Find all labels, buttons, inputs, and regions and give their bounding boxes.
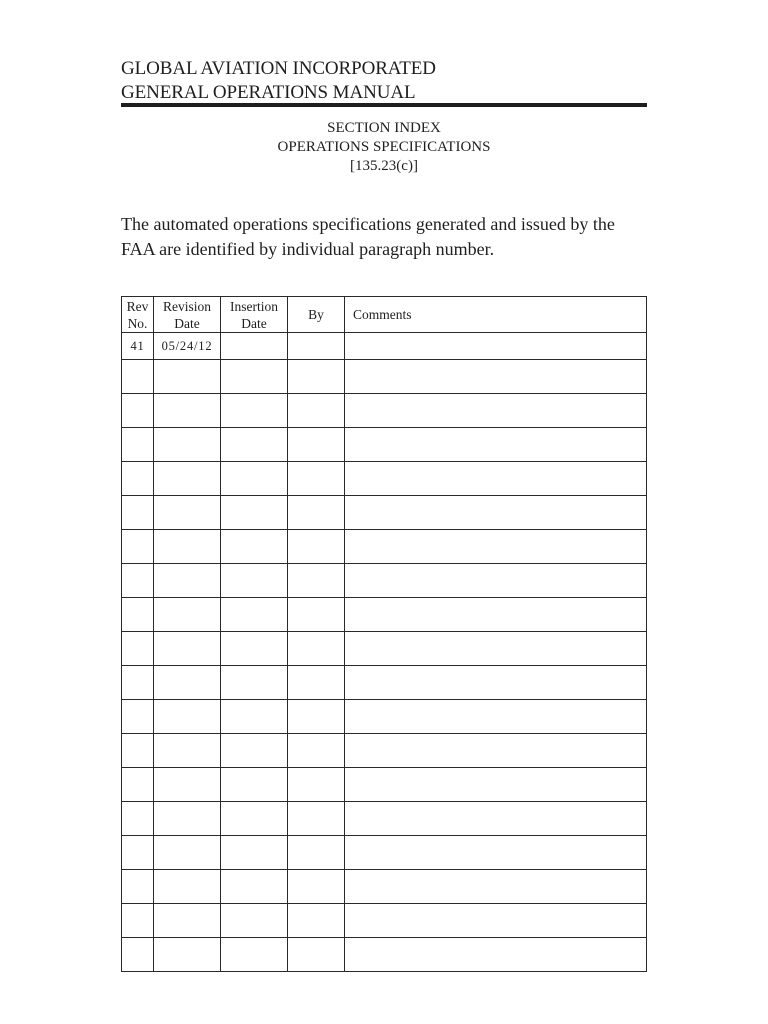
- cell-by: [288, 836, 345, 870]
- cell-comments: [345, 666, 647, 700]
- cell-revision-date: [154, 632, 221, 666]
- cell-by: [288, 938, 345, 972]
- header-rev-no-line1: Rev: [126, 298, 149, 314]
- cell-insertion-date: [221, 802, 288, 836]
- cell-by: [288, 360, 345, 394]
- table-row-blank: [122, 768, 647, 802]
- table-row-blank: [122, 462, 647, 496]
- cell-insertion-date: [221, 564, 288, 598]
- cell-rev-no: [122, 836, 154, 870]
- table-row-blank: [122, 938, 647, 972]
- revision-table: [121, 296, 647, 972]
- section-subtitle: OPERATIONS SPECIFICATIONS: [277, 139, 491, 155]
- table-row-blank: [122, 632, 647, 666]
- section-heading: [121, 119, 647, 176]
- cell-comments: [345, 768, 647, 802]
- cell-comments: [345, 904, 647, 938]
- cell-rev-no: [122, 496, 154, 530]
- cell-insertion-date: [221, 496, 288, 530]
- table-row-blank: [122, 428, 647, 462]
- header-rule: [121, 103, 647, 107]
- cell-insertion-date: [221, 734, 288, 768]
- cell-insertion-date: [221, 530, 288, 564]
- header-comments: [345, 297, 647, 333]
- cell-rev-no: [122, 734, 154, 768]
- cell-by: [288, 496, 345, 530]
- cell-comments: [345, 802, 647, 836]
- table-row-blank: [122, 394, 647, 428]
- cell-insertion-date: [221, 768, 288, 802]
- cell-by: [288, 394, 345, 428]
- table-row-blank: [122, 496, 647, 530]
- header-by: [288, 297, 345, 333]
- cell-rev-no: [122, 564, 154, 598]
- cell-comments: [345, 836, 647, 870]
- table-row-blank: [122, 904, 647, 938]
- cell-by: [288, 428, 345, 462]
- cell-by: [288, 666, 345, 700]
- cell-insertion-date: [221, 394, 288, 428]
- cell-rev-no: [122, 666, 154, 700]
- cell-revision-date: [154, 496, 221, 530]
- header-insertion-date-line2: Date: [241, 315, 267, 331]
- cell-insertion-date: [221, 938, 288, 972]
- section-title: SECTION INDEX: [327, 120, 441, 136]
- header-rev-no-line2: No.: [127, 315, 148, 331]
- cell-comments: [345, 564, 647, 598]
- cell-comments: [345, 700, 647, 734]
- cell-comments: [345, 632, 647, 666]
- cell-rev-no: [122, 632, 154, 666]
- cell-insertion-date: [221, 870, 288, 904]
- table-row-blank: [122, 870, 647, 904]
- cell-comments: [345, 938, 647, 972]
- cell-insertion-date: [221, 598, 288, 632]
- table-row-blank: [122, 666, 647, 700]
- cell-insertion-date: [221, 904, 288, 938]
- manual-title: GENERAL OPERATIONS MANUAL: [121, 82, 416, 103]
- cell-insertion-date: [221, 632, 288, 666]
- cell-comments: [345, 870, 647, 904]
- cell-revision-date: [154, 428, 221, 462]
- cell-revision-date: [154, 870, 221, 904]
- header-revision-date-line2: Date: [174, 315, 200, 331]
- cell-revision-date: [154, 836, 221, 870]
- cell-rev-no: [122, 360, 154, 394]
- cell-revision-date: [154, 598, 221, 632]
- revision-table-body: [122, 333, 647, 972]
- cell-by: [288, 333, 345, 360]
- header-by-label: By: [308, 307, 324, 322]
- cell-by: [288, 802, 345, 836]
- cell-comments: [345, 496, 647, 530]
- cell-comments: [345, 333, 647, 360]
- cell-revision-date: [154, 734, 221, 768]
- cell-comments: [345, 462, 647, 496]
- revision-table-header: [122, 297, 647, 333]
- cell-revision-date: [154, 394, 221, 428]
- cell-revision-date: [154, 802, 221, 836]
- table-row-blank: [122, 734, 647, 768]
- cell-insertion-date: [221, 333, 288, 360]
- cell-by: [288, 768, 345, 802]
- table-row-blank: [122, 700, 647, 734]
- cell-comments: [345, 360, 647, 394]
- header-insertion-date-line1: Insertion: [230, 298, 278, 314]
- cell-by: [288, 734, 345, 768]
- cell-rev-no: 41: [122, 333, 154, 360]
- cell-revision-date: [154, 462, 221, 496]
- table-row-blank: [122, 598, 647, 632]
- cell-by: [288, 632, 345, 666]
- cell-comments: [345, 734, 647, 768]
- header-insertion-date: [221, 297, 288, 333]
- cell-comments: [345, 428, 647, 462]
- cell-by: [288, 564, 345, 598]
- cell-insertion-date: [221, 360, 288, 394]
- cell-rev-no: [122, 938, 154, 972]
- table-row: [122, 333, 647, 360]
- cell-rev-no: [122, 870, 154, 904]
- cell-rev-no: [122, 598, 154, 632]
- cell-comments: [345, 598, 647, 632]
- table-row-blank: [122, 564, 647, 598]
- cell-rev-no: [122, 768, 154, 802]
- cell-comments: [345, 394, 647, 428]
- cell-rev-no: [122, 394, 154, 428]
- cell-by: [288, 700, 345, 734]
- cell-by: [288, 462, 345, 496]
- cell-revision-date: [154, 700, 221, 734]
- cell-insertion-date: [221, 700, 288, 734]
- cell-by: [288, 598, 345, 632]
- cell-rev-no: [122, 700, 154, 734]
- company-name: GLOBAL AVIATION INCORPORATED: [121, 58, 436, 79]
- table-row-blank: [122, 530, 647, 564]
- header-revision-date: [154, 297, 221, 333]
- table-row-blank: [122, 836, 647, 870]
- header-revision-date-line1: Revision: [162, 298, 211, 314]
- cell-revision-date: [154, 768, 221, 802]
- cell-revision-date: [154, 666, 221, 700]
- cell-revision-date: [154, 530, 221, 564]
- cell-revision-date: [154, 904, 221, 938]
- cell-rev-no: [122, 802, 154, 836]
- cell-by: [288, 530, 345, 564]
- cell-by: [288, 870, 345, 904]
- cell-insertion-date: [221, 666, 288, 700]
- intro-paragraph: The automated operations specifications generated and issued by the FAA are identified by individual paragraph number.: [121, 214, 615, 259]
- cell-revision-date: [154, 564, 221, 598]
- cell-insertion-date: [221, 428, 288, 462]
- table-row-blank: [122, 802, 647, 836]
- cell-revision-date: [154, 938, 221, 972]
- section-reference: [135.23(c)]: [350, 158, 418, 174]
- cell-rev-no: [122, 530, 154, 564]
- cell-rev-no: [122, 904, 154, 938]
- cell-comments: [345, 530, 647, 564]
- cell-rev-no: [122, 462, 154, 496]
- cell-by: [288, 904, 345, 938]
- cell-revision-date: [154, 360, 221, 394]
- cell-revision-date: 05/24/12: [154, 333, 221, 360]
- cell-rev-no: [122, 428, 154, 462]
- header-rev-no: [122, 297, 154, 333]
- header-comments-label: Comments: [353, 307, 412, 322]
- cell-insertion-date: [221, 836, 288, 870]
- cell-insertion-date: [221, 462, 288, 496]
- table-row-blank: [122, 360, 647, 394]
- document-header: [121, 57, 647, 105]
